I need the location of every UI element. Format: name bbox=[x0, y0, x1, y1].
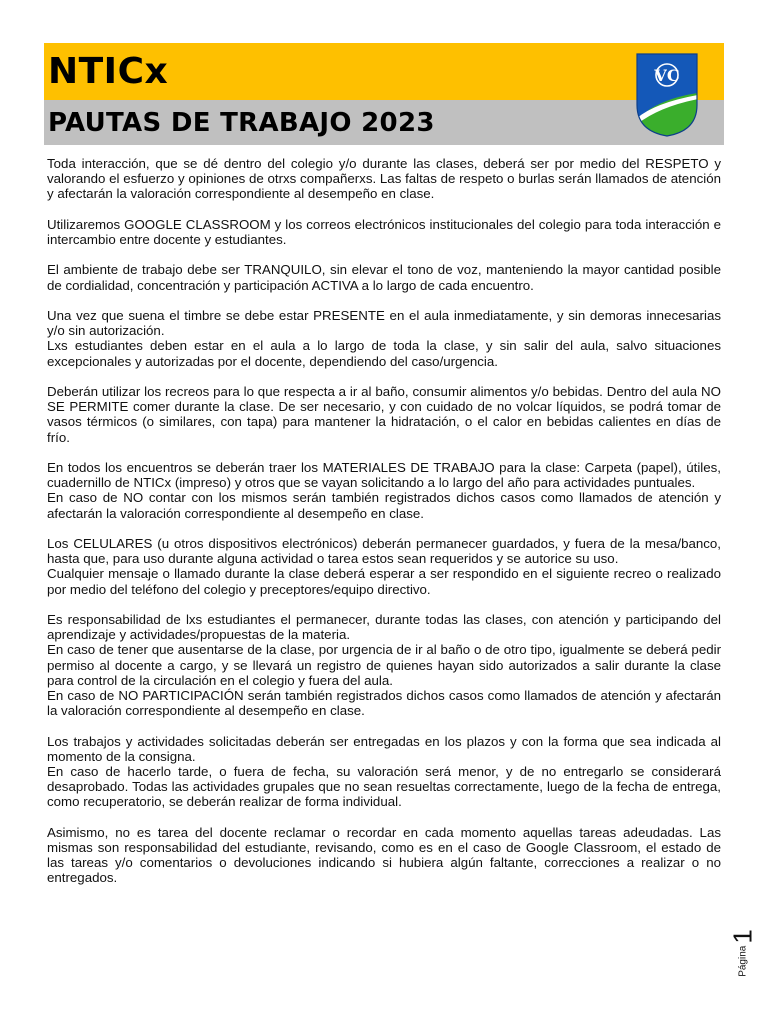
rule-sentence: En caso de NO PARTICIPACIÓN serán también registrados dichos casos como llamados de atención y afectarán la valoración correspondiente al desempeño en clase. bbox=[47, 688, 721, 719]
crest-letters: VC bbox=[654, 66, 680, 85]
rule-sentence: Los CELULARES (u otros dispositivos electrónicos) deberán permanecer guardados, y fuera de la mesa/banco, hasta que, para uso durante alguna actividad o tarea estos sean requeridos y se autorice su uso. bbox=[47, 535, 721, 567]
rule-sentence: Una vez que suena el timbre se debe estar PRESENTE en el aula inmediatamente, y sin demoras innecesarias y/o sin autorización. bbox=[47, 307, 721, 339]
rule-sentence: Utilizaremos GOOGLE CLASSROOM y los correos electrónicos institucionales del colegio para toda interacción e intercambio entre docente y estudiantes. bbox=[47, 216, 721, 247]
rule-sentence: Lxs estudiantes deben estar en el aula a lo largo de toda la clase, y sin salir del aula, salvo situaciones excepcionales y autorizadas por el docente, dependiendo del caso/urgencia. bbox=[47, 338, 721, 369]
rule-sentence: En caso de NO contar con los mismos serán también registrados dichos casos como llamados de atención y afectarán la valoración correspondiente al desempeño en clase. bbox=[47, 490, 721, 521]
rule-sentence: Cualquier mensaje o llamado durante la clase deberá esperar a ser respondido en el siguiente recreo o realizado por medio del teléfono del colegio y preceptores/equipo directivo. bbox=[47, 566, 721, 597]
rule-paragraph bbox=[47, 384, 721, 445]
school-crest-logo bbox=[636, 53, 698, 137]
course-name: NTICx bbox=[48, 51, 169, 92]
page-title: PAUTAS DE TRABAJO 2023 bbox=[48, 108, 435, 138]
rule-paragraph bbox=[47, 308, 721, 369]
rule-paragraph bbox=[47, 612, 721, 718]
rule-sentence: El ambiente de trabajo debe ser TRANQUILO, sin elevar el tono de voz, manteniendo la mayor cantidad posible de cordialidad, concentración y participación ACTIVA a lo largo de cada encuentro. bbox=[47, 262, 721, 293]
rule-paragraph bbox=[47, 536, 721, 597]
page-number: 1 bbox=[727, 929, 758, 944]
rule-sentence: Asimismo, no es tarea del docente reclamar o recordar en cada momento aquellas tareas adeudadas. Las mismas son responsabilidad del estudiante, revisando, como es en el caso de Google Classroom, el estado de las tareas y/o comentarios o devoluciones indicando si hubiera algún faltante, correcciones a realizar o no entregados. bbox=[47, 824, 721, 886]
rule-paragraph bbox=[47, 217, 721, 247]
rule-sentence: Es responsabilidad de lxs estudiantes el permanecer, durante todas las clases, con atención y participando del aprendizaje y actividades/propuestas de la materia. bbox=[47, 611, 721, 643]
page-label: Página bbox=[737, 945, 749, 977]
document-header bbox=[44, 43, 724, 145]
rule-sentence: En todos los encuentros se deberán traer los MATERIALES DE TRABAJO para la clase: Carpeta (papel), útiles, cuadernillo de NTICx (impreso) y otros que se vayan solicitando a lo largo del año para actividades puntuales. bbox=[47, 459, 721, 491]
rule-paragraph bbox=[47, 156, 721, 202]
rule-sentence: Toda interacción, que se dé dentro del colegio y/o durante las clases, deberá ser por medio del RESPETO y valorando el esfuerzo y opiniones de otrxs compañerxs. Las faltas de respeto o burlas serán llamados de atención y afectarán la valoración correspondiente al desempeño en clase. bbox=[47, 156, 721, 202]
rule-paragraph bbox=[47, 825, 721, 886]
page-number-footer bbox=[728, 928, 758, 978]
rule-sentence: Deberán utilizar los recreos para lo que respecta a ir al baño, consumir alimentos y/o bebidas. Dentro del aula NO SE PERMITE comer durante la clase. De ser necesario, y con cuidado de no volcar líquidos, se podrá tomar de vasos térmicos (o similares, con tapa) para mantener la hidratación, o el calor en bebidas calientes en días de frío. bbox=[47, 383, 721, 445]
rule-sentence: Los trabajos y actividades solicitadas deberán ser entregadas en los plazos y con la forma que sea indicada al momento de la consigna. bbox=[47, 733, 721, 764]
rule-paragraph bbox=[47, 460, 721, 521]
rule-sentence: En caso de hacerlo tarde, o fuera de fecha, su valoración será menor, y de no entregarlo se considerará desaprobado. Todas las actividades grupales que no sean resueltas correctamente, luego de la fecha de entrega, como recuperatorio, se deberán realizar de forma individual. bbox=[47, 764, 721, 810]
rules-body bbox=[47, 156, 721, 901]
rule-paragraph bbox=[47, 734, 721, 810]
rule-sentence: En caso de tener que ausentarse de la clase, por urgencia de ir al baño o de otro tipo, igualmente se deberá pedir permiso al docente a cargo, y se llevará un registro de quienes hayan sido autorizados a salir durante la clase para control de la circulación en el colegio y fuera del aula. bbox=[47, 642, 721, 688]
rule-paragraph bbox=[47, 262, 721, 292]
